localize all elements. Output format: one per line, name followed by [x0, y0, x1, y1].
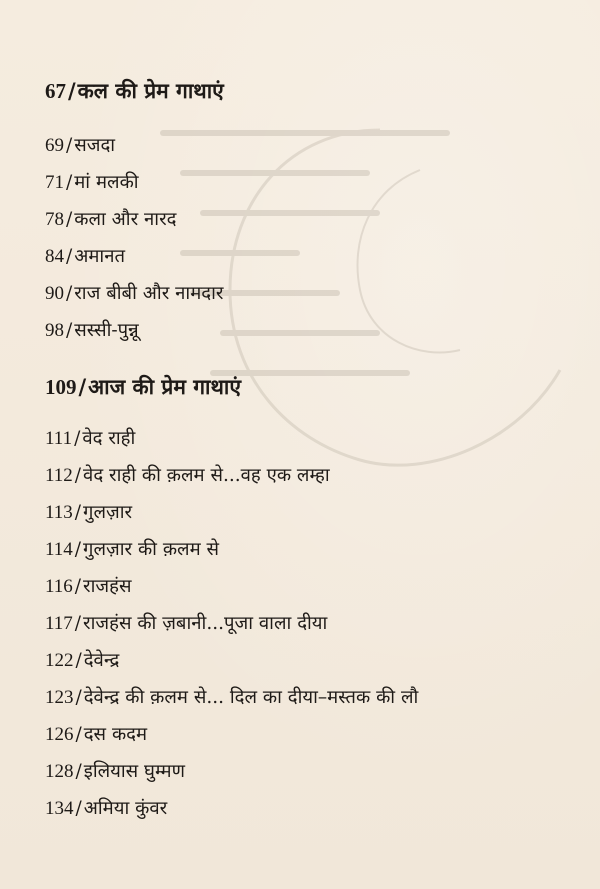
entry-page-number: 98: [45, 320, 64, 341]
section-entries: [45, 134, 565, 356]
toc-entry: [45, 134, 565, 171]
toc-entry: [45, 245, 565, 282]
entry-title: सस्सी-पुन्नू: [74, 320, 139, 341]
separator: /: [74, 465, 82, 486]
entry-title: राज बीबी और नामदार: [74, 283, 224, 304]
toc-entry: [45, 319, 565, 356]
separator: /: [74, 576, 82, 597]
separator: /: [75, 650, 82, 671]
separator: /: [66, 209, 73, 230]
entry-page-number: 78: [45, 209, 64, 230]
toc-entry: [45, 208, 565, 245]
entry-page-number: 116: [45, 576, 73, 597]
entry-page-number: 123: [45, 687, 74, 708]
toc-entry: [45, 171, 565, 208]
separator: /: [74, 428, 81, 449]
separator: /: [75, 761, 82, 782]
section-entries: [45, 427, 565, 834]
separator: /: [74, 502, 82, 523]
toc-entry: [45, 612, 565, 649]
separator: /: [75, 724, 82, 745]
separator: /: [66, 135, 73, 156]
section-title: आज की प्रेम गाथाएं: [88, 374, 241, 399]
toc-entry: [45, 686, 565, 723]
entry-page-number: 114: [45, 539, 73, 560]
toc-entry: [45, 649, 565, 686]
toc-entry: [45, 282, 565, 319]
toc-entry: [45, 723, 565, 760]
entry-title: राजहंस की ज़बानी...पूजा वाला दीया: [83, 613, 328, 634]
section-page-number: 67: [45, 79, 66, 103]
entry-page-number: 71: [45, 172, 64, 193]
toc-entry: [45, 501, 565, 538]
toc-entry: [45, 464, 565, 501]
entry-title: वेद राही: [82, 428, 136, 449]
entry-title: सजदा: [74, 135, 116, 156]
entry-title: देवेन्द्र की क़लम से... दिल का दीया–मस्तक की लौ: [83, 687, 419, 708]
separator: /: [75, 687, 82, 708]
entry-page-number: 84: [45, 246, 64, 267]
toc-entry: [45, 575, 565, 612]
section-title: कल की प्रेम गाथाएं: [77, 78, 224, 103]
toc-entry: [45, 427, 565, 464]
toc-entry: [45, 538, 565, 575]
entry-title: दस कदम: [83, 724, 148, 745]
separator: /: [75, 798, 82, 819]
table-of-contents: [45, 78, 565, 834]
entry-page-number: 69: [45, 135, 64, 156]
entry-title: कला और नारद: [74, 209, 177, 230]
separator: /: [66, 172, 73, 193]
toc-entry: [45, 797, 565, 834]
entry-page-number: 134: [45, 798, 74, 819]
entry-page-number: 112: [45, 465, 73, 486]
entry-title: अमिया कुंवर: [83, 798, 168, 819]
entry-title: गुलज़ार: [83, 502, 133, 523]
toc-entry: [45, 760, 565, 797]
separator: /: [66, 246, 73, 267]
entry-title: मां मलकी: [74, 172, 139, 193]
separator: /: [74, 613, 82, 634]
separator: /: [66, 320, 73, 341]
entry-title: गुलज़ार की क़लम से: [83, 539, 220, 560]
entry-page-number: 122: [45, 650, 74, 671]
entry-page-number: 111: [45, 428, 73, 449]
separator: /: [66, 283, 73, 304]
entry-title: राजहंस: [83, 576, 132, 597]
entry-title: अमानत: [74, 246, 126, 267]
entry-page-number: 117: [45, 613, 73, 634]
separator: /: [68, 78, 76, 103]
entry-page-number: 90: [45, 283, 64, 304]
entry-title: देवेन्द्र: [83, 650, 120, 671]
section-page-number: 109: [45, 375, 77, 399]
separator: /: [74, 539, 82, 560]
entry-page-number: 126: [45, 724, 74, 745]
entry-title: वेद राही की क़लम से...वह एक लम्हा: [83, 465, 330, 486]
section-spacer: [45, 356, 565, 374]
separator: /: [78, 374, 87, 399]
entry-page-number: 128: [45, 761, 74, 782]
entry-page-number: 113: [45, 502, 73, 523]
section-heading: [45, 374, 565, 427]
entry-title: इलियास घुम्मण: [83, 761, 185, 782]
section-heading: [45, 78, 565, 134]
